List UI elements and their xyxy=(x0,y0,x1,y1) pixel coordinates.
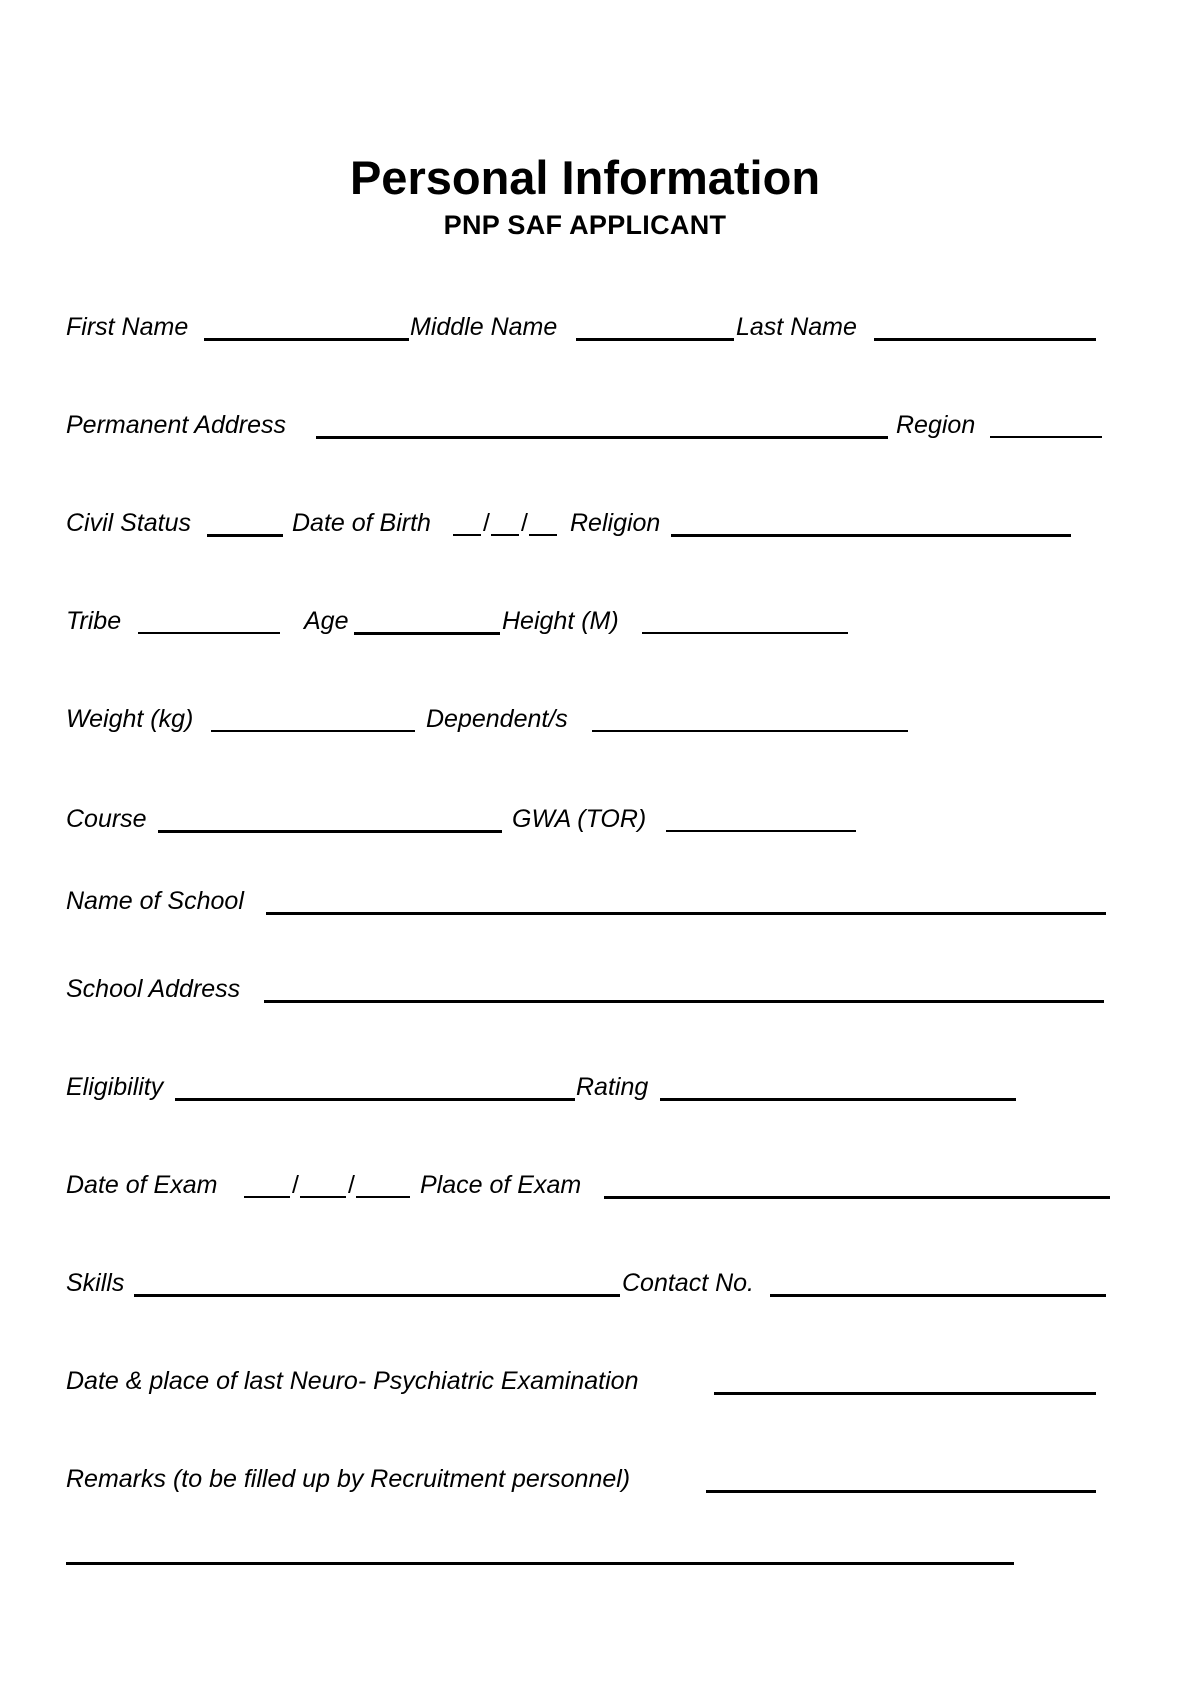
first-name-label: First Name xyxy=(66,313,189,341)
civil-status-row xyxy=(66,508,1116,538)
dependents-label: Dependent/s xyxy=(426,705,568,733)
school-name-row xyxy=(66,886,1116,916)
religion-label: Religion xyxy=(570,509,661,537)
page-title: Personal Information xyxy=(349,151,821,204)
exam-date-separator: / xyxy=(348,1171,355,1199)
middle-name-label: Middle Name xyxy=(410,313,558,341)
age-label: Age xyxy=(304,607,349,635)
dob-day-field[interactable] xyxy=(491,534,519,536)
dob-separator: / xyxy=(521,509,528,537)
religion-field[interactable] xyxy=(671,534,1071,537)
date-of-birth-label: Date of Birth xyxy=(292,509,431,537)
course-row xyxy=(66,804,1116,834)
last-name-label: Last Name xyxy=(736,313,857,341)
rating-field[interactable] xyxy=(660,1098,1016,1101)
course-field[interactable] xyxy=(158,830,502,833)
last-name-field[interactable] xyxy=(874,338,1096,341)
exam-month-field[interactable] xyxy=(244,1196,290,1198)
gwa-field[interactable] xyxy=(666,830,856,832)
course-label: Course xyxy=(66,805,147,833)
address-row xyxy=(66,410,1116,440)
permanent-address-field[interactable] xyxy=(316,436,888,439)
eligibility-row xyxy=(66,1072,1116,1102)
school-address-row xyxy=(66,974,1116,1004)
tribe-label: Tribe xyxy=(66,607,122,635)
civil-status-field[interactable] xyxy=(207,534,283,537)
tribe-field[interactable] xyxy=(138,632,280,634)
tribe-row xyxy=(66,606,1116,636)
skills-row xyxy=(66,1268,1116,1298)
school-address-field[interactable] xyxy=(264,1000,1104,1003)
dob-year-field[interactable] xyxy=(529,534,557,536)
weight-row xyxy=(66,704,1116,734)
height-field[interactable] xyxy=(642,632,848,634)
first-name-field[interactable] xyxy=(204,338,409,341)
permanent-address-label: Permanent Address xyxy=(66,411,287,439)
remarks-label: Remarks (to be filled up by Recruitment personnel) xyxy=(66,1465,631,1493)
weight-label: Weight (kg) xyxy=(66,705,194,733)
skills-label: Skills xyxy=(66,1269,125,1297)
middle-name-field[interactable] xyxy=(576,338,734,341)
neuro-exam-label: Date & place of last Neuro- Psychiatric Examination xyxy=(66,1367,639,1395)
rating-label: Rating xyxy=(576,1073,649,1101)
exam-date-separator: / xyxy=(292,1171,299,1199)
weight-field[interactable] xyxy=(211,730,415,732)
remarks-continuation-field[interactable] xyxy=(66,1562,1014,1565)
exam-row xyxy=(66,1170,1116,1200)
neuro-exam-field[interactable] xyxy=(714,1392,1096,1395)
gwa-label: GWA (TOR) xyxy=(512,805,647,833)
dependents-field[interactable] xyxy=(592,730,908,732)
name-row xyxy=(66,312,1116,342)
eligibility-label: Eligibility xyxy=(66,1073,164,1101)
place-of-exam-label: Place of Exam xyxy=(420,1171,582,1199)
page-subtitle: PNP SAF APPLICANT xyxy=(443,210,727,240)
remarks-field[interactable] xyxy=(706,1490,1096,1493)
dob-month-field[interactable] xyxy=(453,534,481,536)
civil-status-label: Civil Status xyxy=(66,509,192,537)
exam-year-field[interactable] xyxy=(356,1196,410,1198)
name-of-school-label: Name of School xyxy=(66,887,244,915)
neuro-exam-row xyxy=(66,1366,1116,1396)
place-of-exam-field[interactable] xyxy=(604,1196,1110,1199)
dob-separator: / xyxy=(483,509,490,537)
exam-day-field[interactable] xyxy=(300,1196,346,1198)
contact-no-field[interactable] xyxy=(770,1294,1106,1297)
height-label: Height (M) xyxy=(502,607,619,635)
remarks-row xyxy=(66,1464,1116,1494)
name-of-school-field[interactable] xyxy=(266,912,1106,915)
age-field[interactable] xyxy=(354,632,500,635)
school-address-label: School Address xyxy=(66,975,241,1003)
region-label: Region xyxy=(896,411,976,439)
eligibility-field[interactable] xyxy=(175,1098,575,1101)
date-of-exam-label: Date of Exam xyxy=(66,1171,218,1199)
contact-no-label: Contact No. xyxy=(622,1269,755,1297)
skills-field[interactable] xyxy=(134,1294,620,1297)
region-field[interactable] xyxy=(990,436,1102,438)
